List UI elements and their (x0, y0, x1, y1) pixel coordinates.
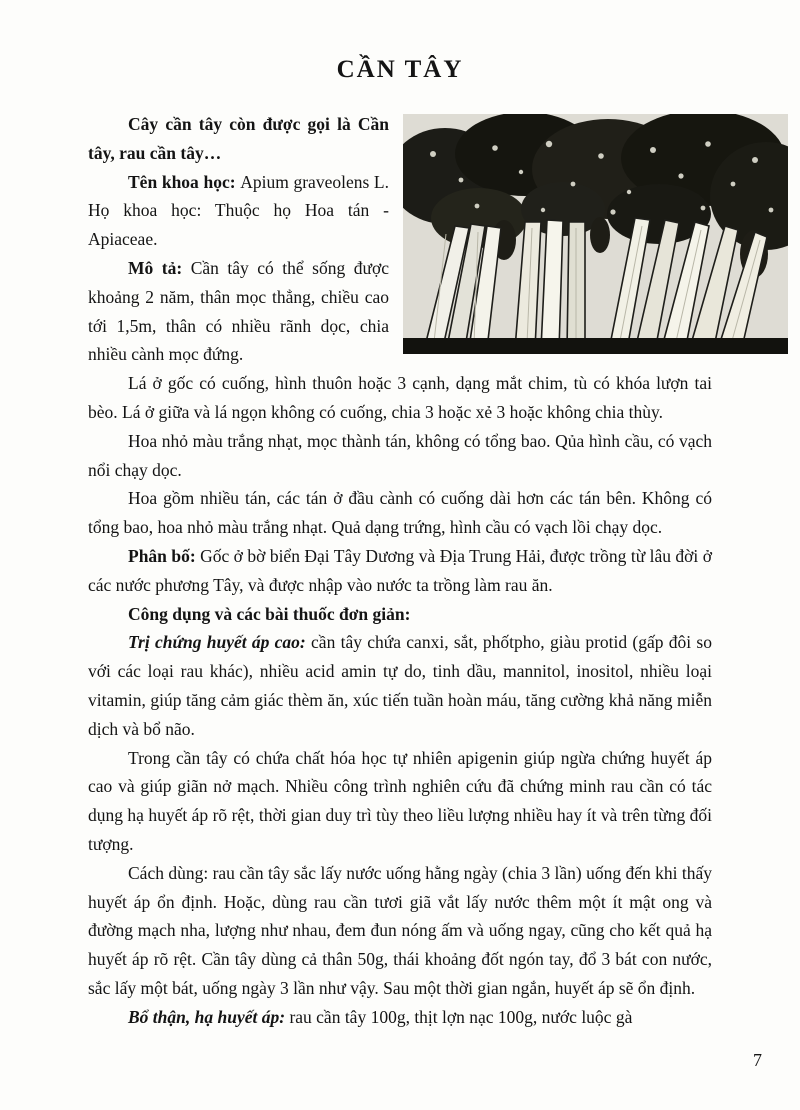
page-title: CẦN TÂY (336, 56, 464, 83)
paragraph-segment: Apium graveolens L. Họ khoa học: Thuộc họ Hoa tán - Apiaceae. (88, 171, 390, 250)
paragraph-segment: Gốc ở bờ biển Đại Tây Dương và Địa Trung Hải, được trồng từ lâu đời ở các nước phương Tây, và được nhập vào nước ta trồng làm rau ăn. (88, 545, 712, 595)
paragraph (88, 427, 712, 485)
paragraph-segment: Công dụng và các bài thuốc đơn giản: (128, 603, 411, 624)
page-number: 7 (753, 1050, 762, 1070)
paragraph (88, 1003, 712, 1032)
paragraph-segment: Bổ thận, hạ huyết áp: (128, 1006, 290, 1027)
paragraph-segment: Tên khoa học: (128, 171, 241, 192)
paragraph-segment: Lá ở gốc có cuống, hình thuôn hoặc 3 cạnh, dạng mắt chim, tù có khóa lượn tai bèo. Lá ở giữa và lá ngọn không có cuống, chia 3 hoặc xẻ 3 hoặc không chia thùy. (88, 373, 712, 422)
paragraph (88, 484, 712, 542)
celery-photo-illustration (403, 114, 788, 354)
paragraph (88, 542, 712, 600)
paragraph (88, 628, 712, 743)
paragraph-segment: Phân bố: (128, 545, 201, 566)
paragraph (88, 859, 712, 1003)
paragraph-segment: Cây cần tây còn được gọi là Cần tây, rau cần tây… (88, 114, 389, 163)
paragraph-segment: Cách dùng: rau cần tây sắc lấy nước uống hằng ngày (chia 3 lần) uống đến khi thấy huyết áp ổn định. Hoặc, dùng rau cần tươi giã vắt lấy nước thêm một ít mật ong và đường mạch nha, lượng như nhau, đem đun nóng ấm và uống ngay, cũng cho kết quả hạ huyết áp rõ rệt. Cần tây dùng cả thân 50g, thái khoảng đốt ngón tay, đổ 3 bát con nước, sắc lấy một bát, uống ngày 3 lần như vậy. Sau một thời gian ngắn, huyết áp sẽ ổn định. (88, 862, 712, 998)
paragraph-segment: Mô tả: (128, 257, 191, 278)
document-body (88, 110, 712, 1032)
paragraph (88, 600, 712, 629)
paragraph-segment: rau cần tây 100g, thịt lợn nạc 100g, nước luộc gà (289, 1006, 633, 1027)
paragraph (88, 369, 712, 427)
paragraph-segment: cần tây chứa canxi, sắt, phốtpho, giàu protid (gấp đôi so với các loại rau khác), nhiều acid amin tự do, tinh dầu, mannitol, inositol, nhiều loại vitamin, giúp tăng cảm giác thèm ăn, xúc tiến tuần hoàn máu, tăng cường khả năng miễn dịch và bổ não. (88, 632, 712, 739)
paragraph-segment: Hoa nhỏ màu trắng nhạt, mọc thành tán, không có tổng bao. Qủa hình cầu, có vạch nổi chạy dọc. (88, 430, 712, 480)
paragraph-segment: Trị chứng huyết áp cao: (128, 632, 312, 653)
paragraph-segment: Trong cần tây có chứa chất hóa học tự nhiên apigenin giúp ngừa chứng huyết áp cao và giúp giãn nở mạch. Nhiều công trình nghiên cứu đã chứng minh rau cần có tác dụng hạ huyết áp rõ rệt, thời gian duy trì tùy theo liều lượng nhiều hay ít và trên từng đối tượng. (88, 747, 712, 854)
paragraph (88, 744, 712, 859)
celery-photo (403, 114, 788, 354)
paragraph-segment: Cần tây có thể sống được khoảng 2 năm, thân mọc thẳng, chiều cao tới 1,5m, thân có nhiều rãnh dọc, chia nhiều cành mọc đứng. (88, 257, 389, 365)
paragraph-segment: Hoa gồm nhiều tán, các tán ở đầu cành có cuống dài hơn các tán bên. Không có tổng bao, hoa nhỏ màu trắng nhạt. Quả dạng trứng, hình cầu có vạch lồi chạy dọc. (88, 488, 712, 538)
